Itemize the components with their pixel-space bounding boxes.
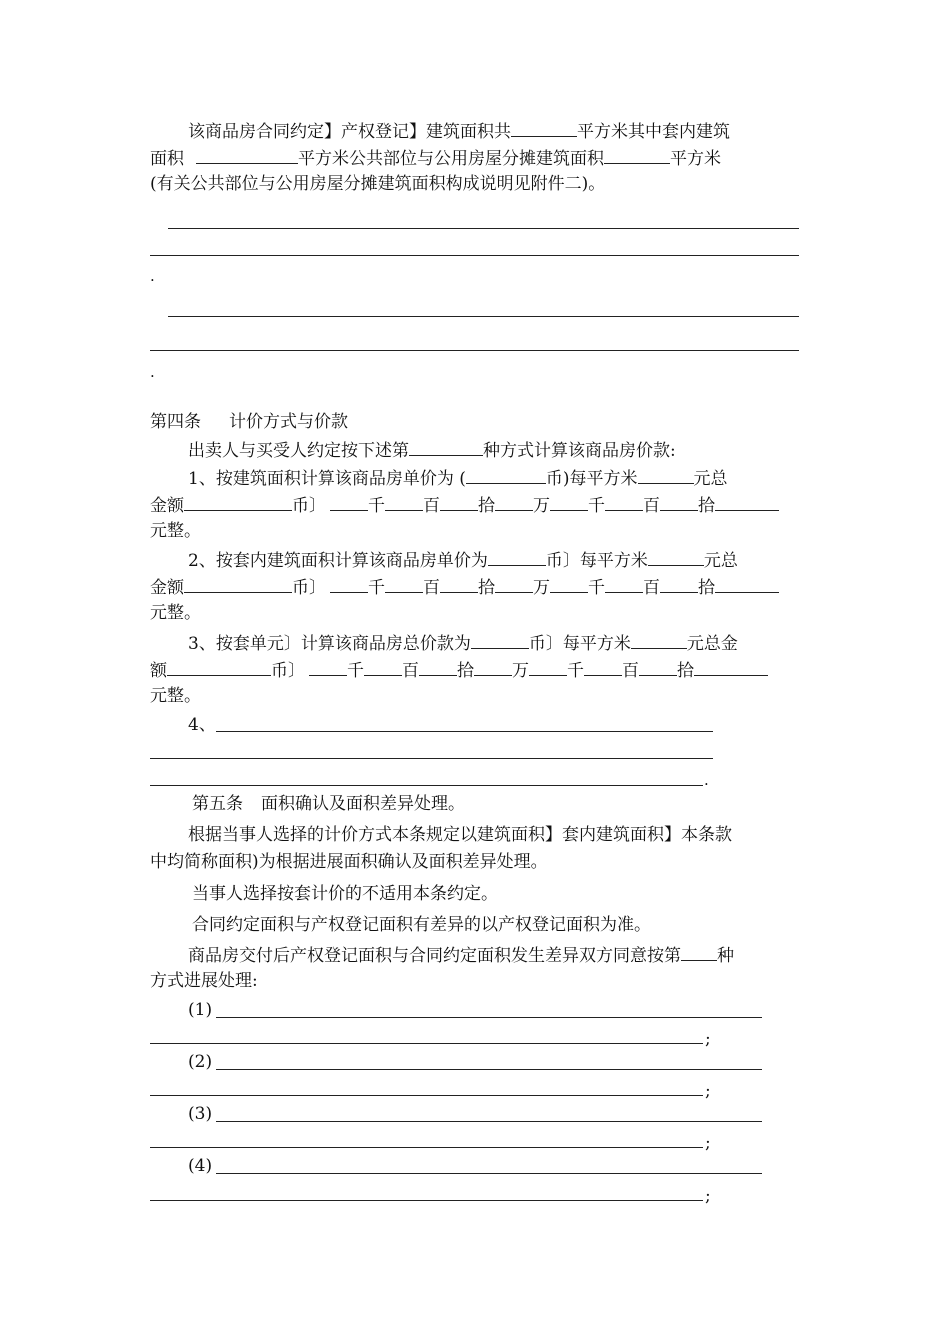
option-3-label: (3) <box>188 1104 213 1124</box>
method-1-line-3: 元整。 <box>150 521 201 541</box>
blank-digit[interactable] <box>605 574 643 593</box>
blank-total-area[interactable] <box>511 118 577 137</box>
area-line-2 <box>150 145 721 171</box>
text: 拾 <box>698 496 715 516</box>
blank-currency[interactable] <box>466 465 546 484</box>
blank-digit[interactable] <box>715 574 779 593</box>
blank-digit[interactable] <box>495 574 533 593</box>
article-title: 面积确认及面积差异处理。 <box>261 794 465 814</box>
text: 百 <box>423 578 440 598</box>
method-3-line-1 <box>188 630 738 656</box>
blank-line[interactable] <box>150 1147 703 1148</box>
period-mark: . <box>704 771 709 789</box>
blank-unit-price[interactable] <box>631 630 687 649</box>
method-4-label: 4、 <box>188 715 216 735</box>
text: 额 <box>150 661 167 681</box>
article-5-heading <box>192 792 465 816</box>
text: 金额 <box>150 496 184 516</box>
blank-digit[interactable] <box>529 657 567 676</box>
blank-line[interactable] <box>216 1017 762 1018</box>
blank-digit[interactable] <box>660 574 698 593</box>
text: 百 <box>402 661 419 681</box>
text: 百 <box>643 496 660 516</box>
blank-digit[interactable] <box>440 574 478 593</box>
text: 百 <box>622 661 639 681</box>
text: 面积 <box>150 149 184 169</box>
text: 币〕 <box>292 578 326 598</box>
blank-line[interactable] <box>216 1173 762 1174</box>
option-4-label: (4) <box>188 1156 213 1176</box>
text: 百 <box>643 578 660 598</box>
text: 币)每平方米 <box>545 469 638 489</box>
text: 商品房交付后产权登记面积与合同约定面积发生差异双方同意按第 <box>188 946 681 966</box>
article-4-intro <box>188 437 676 463</box>
text: 千 <box>588 496 605 516</box>
text: 千 <box>368 496 385 516</box>
blank-digit[interactable] <box>550 574 588 593</box>
blank-digit[interactable] <box>584 657 622 676</box>
blank-shared-area[interactable] <box>604 145 670 164</box>
text: 百 <box>423 496 440 516</box>
text: 万 <box>533 496 550 516</box>
blank-method-number[interactable] <box>409 437 483 456</box>
blank-digit[interactable] <box>330 574 368 593</box>
blank-line[interactable] <box>150 350 799 351</box>
text: 1、按建筑面积计算该商品房单价为 ( <box>188 469 466 489</box>
text: 万 <box>512 661 529 681</box>
blank-line[interactable] <box>150 785 703 786</box>
blank-currency[interactable] <box>488 547 546 566</box>
blank-line[interactable] <box>216 1121 762 1122</box>
text: 3、按套单元〕计算该商品房总价款为 <box>188 634 471 654</box>
text: 元总金 <box>686 634 738 654</box>
article-4-heading <box>150 410 348 434</box>
blank-line[interactable] <box>168 228 799 229</box>
blank-method-number[interactable] <box>681 942 717 961</box>
text: 平方米其中套内建筑 <box>577 122 730 142</box>
text: 元总 <box>703 551 738 571</box>
method-2-line-1 <box>188 547 738 573</box>
blank-line[interactable] <box>150 758 713 759</box>
text: 元总 <box>693 469 728 489</box>
semicolon-mark: ; <box>705 1133 711 1153</box>
semicolon-mark: ; <box>705 1186 711 1206</box>
area-line-3: (有关公共部位与公用房屋分摊建筑面积构成说明见附件二)。 <box>150 174 606 194</box>
blank-digit[interactable] <box>660 492 698 511</box>
blank-line[interactable] <box>168 316 799 317</box>
blank-digit[interactable] <box>385 492 423 511</box>
text: 币〕 <box>271 661 305 681</box>
blank-digit[interactable] <box>550 492 588 511</box>
blank-line[interactable] <box>150 1043 703 1044</box>
text: 平方米公共部位与公用房屋分摊建筑面积 <box>298 149 604 169</box>
method-2-line-3: 元整。 <box>150 603 201 623</box>
text: 币〕每平方米 <box>528 634 631 654</box>
blank-line[interactable] <box>150 1200 703 1201</box>
article-5-para-1-line-1: 根据当事人选择的计价方式本条规定以建筑面积】套内建筑面积】本条款 <box>188 825 732 845</box>
article-5-para-4-line-1 <box>188 942 734 968</box>
blank-digit[interactable] <box>364 657 402 676</box>
blank-digit[interactable] <box>605 492 643 511</box>
period-mark: . <box>150 363 155 381</box>
text: 种 <box>717 946 734 966</box>
text: 千 <box>347 661 364 681</box>
method-2-line-2 <box>150 574 779 600</box>
blank-line[interactable] <box>150 255 799 256</box>
blank-digit[interactable] <box>309 657 347 676</box>
blank-digit[interactable] <box>385 574 423 593</box>
blank-line[interactable] <box>216 731 713 732</box>
article-5-para-1-line-2: 中均简称面积)为根据进展面积确认及面积差异处理。 <box>150 852 548 872</box>
period-mark: . <box>150 267 155 285</box>
text: 该商品房合同约定】产权登记】建筑面积共 <box>188 122 511 142</box>
article-5-para-3: 合同约定面积与产权登记面积有差异的以产权登记面积为准。 <box>192 915 651 935</box>
semicolon-mark: ; <box>705 1081 711 1101</box>
method-3-line-3: 元整。 <box>150 686 201 706</box>
text: 2、按套内建筑面积计算该商品房单价为 <box>188 551 488 571</box>
text: 拾 <box>698 578 715 598</box>
article-title: 计价方式与价款 <box>229 412 348 432</box>
text: 种方式计算该商品房价款: <box>483 441 676 461</box>
blank-inner-area[interactable] <box>196 145 298 164</box>
text: 拾 <box>677 661 694 681</box>
text: 千 <box>368 578 385 598</box>
blank-currency[interactable] <box>167 657 271 676</box>
text: 万 <box>533 578 550 598</box>
blank-currency[interactable] <box>184 492 292 511</box>
article-number: 第四条 <box>150 412 201 432</box>
blank-unit-price[interactable] <box>648 547 704 566</box>
text: 金额 <box>150 578 184 598</box>
text: 出卖人与买受人约定按下述第 <box>188 441 409 461</box>
blank-digit[interactable] <box>495 492 533 511</box>
blank-digit[interactable] <box>474 657 512 676</box>
blank-currency[interactable] <box>471 630 529 649</box>
article-5-para-4-line-2: 方式进展处理: <box>150 971 258 991</box>
text: 千 <box>588 578 605 598</box>
text: 币〕每平方米 <box>545 551 648 571</box>
blank-unit-price[interactable] <box>638 465 694 484</box>
text: 千 <box>567 661 584 681</box>
method-1-line-1 <box>188 465 728 491</box>
blank-digit[interactable] <box>694 657 768 676</box>
blank-line[interactable] <box>150 1095 703 1096</box>
blank-digit[interactable] <box>639 657 677 676</box>
method-3-line-2 <box>150 657 768 683</box>
article-5-para-2: 当事人选择按套计价的不适用本条约定。 <box>192 884 498 904</box>
blank-digit[interactable] <box>440 492 478 511</box>
blank-digit[interactable] <box>715 492 779 511</box>
blank-currency[interactable] <box>184 574 292 593</box>
text: 币〕 <box>292 496 326 516</box>
article-number: 第五条 <box>192 794 243 814</box>
area-line-1 <box>188 118 730 144</box>
text: 拾 <box>478 578 495 598</box>
option-1-label: (1) <box>188 1000 213 1020</box>
option-2-label: (2) <box>188 1052 213 1072</box>
blank-digit[interactable] <box>330 492 368 511</box>
method-1-line-2 <box>150 492 779 518</box>
text: 拾 <box>478 496 495 516</box>
blank-digit[interactable] <box>419 657 457 676</box>
text: 拾 <box>457 661 474 681</box>
semicolon-mark: ; <box>705 1029 711 1049</box>
text: 平方米 <box>670 149 721 169</box>
blank-line[interactable] <box>216 1069 762 1070</box>
